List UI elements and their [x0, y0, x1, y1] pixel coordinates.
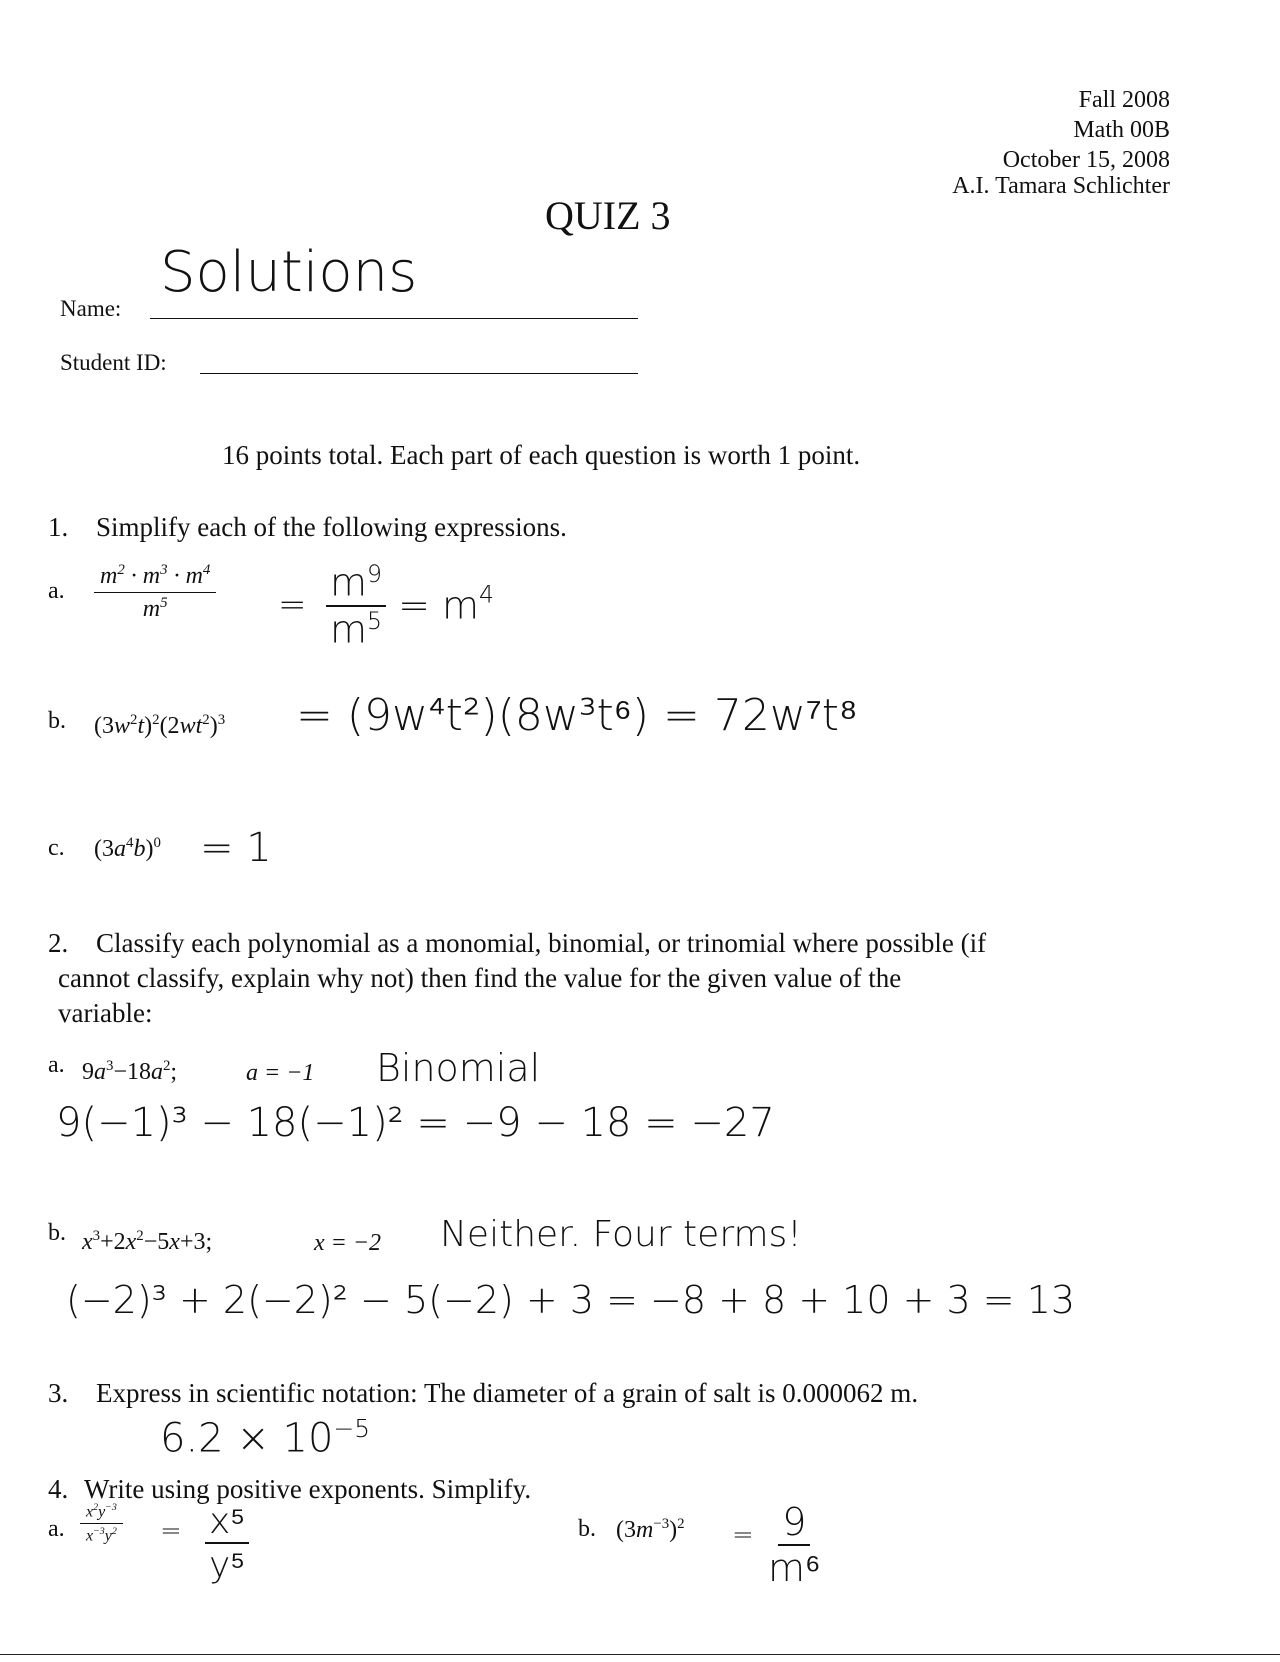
q4b-expression: $(3m^{-3})^2$ [616, 1516, 685, 1543]
q2b-given: x = −2 [314, 1230, 382, 1256]
q2a-work: 9(−1)³ − 18(−1)² = −9 − 18 = −27 [56, 1100, 775, 1146]
q3-number: 3. [48, 1378, 69, 1408]
q2a-expression: $9a^3-18a^2$; [82, 1058, 178, 1085]
name-value: Solutions [160, 240, 418, 305]
q4b-answer: $\frac{9}{\text{m⁶}}$ [768, 1500, 821, 1590]
q2-prompt-line2: cannot classify, explain why not) then find the value for the given value of the [58, 963, 902, 993]
name-line [150, 318, 638, 319]
q4a-label: a. [48, 1516, 65, 1542]
date: October 15, 2008 [1002, 147, 1170, 173]
q1b-answer: = (9w⁴t²)(8w³t⁶) = 72w⁷t⁸ [296, 690, 858, 741]
q2-prompt-line3: variable: [58, 998, 153, 1028]
q1c-expression: $(3a^4b)^0$ [94, 835, 161, 862]
q4a-answer: $\frac{\text{x⁵}}{\text{y⁵}}$ [205, 1500, 249, 1586]
q1b-expression: $(3w^2t)^2(2wt^2)^3$ [94, 712, 226, 739]
points-note: 16 points total. Each part of each question is worth 1 point. [222, 440, 861, 470]
q4a-equals: = [160, 1516, 182, 1546]
q2b-classification: Neither. Four terms! [440, 1214, 802, 1255]
q2b-expression: $x^3+2x^2-5x+3$; [82, 1228, 213, 1255]
q4b-equals: = [732, 1520, 754, 1550]
name-label: Name: [60, 296, 122, 321]
instructor: A.I. Tamara Schlichter [952, 173, 1170, 199]
q2a-given: a = −1 [246, 1060, 315, 1086]
q1b-label: b. [48, 708, 66, 734]
header-info [952, 85, 1170, 201]
student-id-line [200, 373, 638, 374]
q3-prompt: Express in scientific notation: The diameter of a grain of salt is 0.000062 m. [96, 1378, 919, 1408]
q4a-expression: $\frac{x^2y^{-3}}{x^{-3}y^2}$ [80, 1502, 123, 1546]
q2b-work: (−2)³ + 2(−2)² − 5(−2) + 3 = −8 + 8 + 10 + 3 = 13 [66, 1278, 1076, 1322]
q2a-classification: Binomial [376, 1046, 541, 1090]
q1a-expression: $\frac{m^2 \cdot m^3 \cdot m^4}{m^5}$ [94, 562, 216, 623]
term: Fall 2008 [1078, 87, 1170, 113]
q1-prompt: Simplify each of the following expressions. [96, 512, 567, 542]
page-bottom-rule [0, 1654, 1280, 1655]
q4-number: 4. [48, 1474, 69, 1504]
q3-answer: $6.2 \times 10^{-5}$ [160, 1414, 371, 1462]
q1c-label: c. [48, 835, 65, 861]
q1a-answer: $\frac{m^9}{m^5}$ = $m^4$ [326, 560, 494, 651]
q4b-label: b. [578, 1516, 596, 1542]
q2b-label: b. [48, 1220, 66, 1246]
q1a-label: a. [48, 578, 65, 604]
page-title: QUIZ 3 [545, 193, 671, 238]
q2a-label: a. [48, 1052, 65, 1078]
q4-prompt: Write using positive exponents. Simplify. [84, 1474, 532, 1504]
course: Math 00B [1073, 117, 1170, 143]
q1-number: 1. [48, 512, 69, 542]
q2-prompt-line1: Classify each polynomial as a monomial, binomial, or trinomial where possible (if [96, 928, 987, 958]
student-id-label: Student ID: [60, 350, 167, 375]
q1a-equals: = [278, 585, 307, 625]
q1c-answer: = 1 [200, 825, 272, 871]
q2-number: 2. [48, 928, 69, 958]
